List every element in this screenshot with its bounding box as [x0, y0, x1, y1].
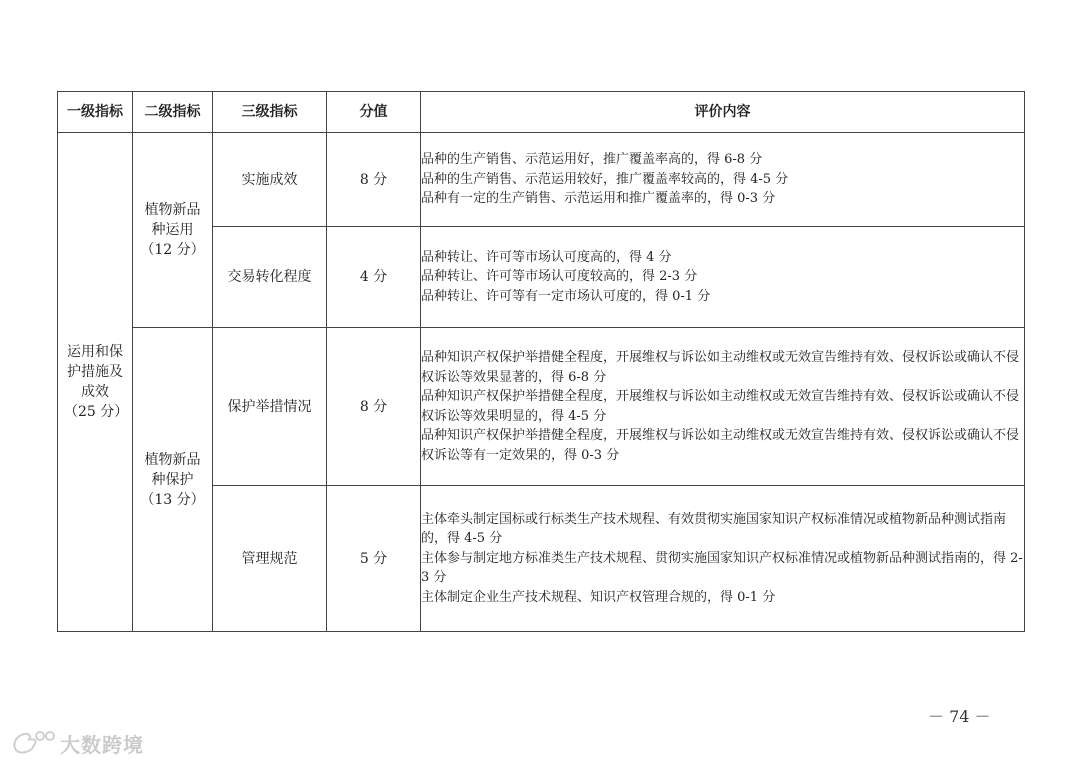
criteria-line: 品种知识产权保护举措健全程度，开展维权与诉讼如主动维权或无效宣告维持有效、侵权诉讼或确认不侵权诉讼等有一定效果的，得 0-3 分	[421, 428, 1020, 463]
level2-cell	[133, 328, 213, 632]
evaluation-table	[57, 91, 1025, 632]
level2-name: 植物新品种运用	[144, 202, 201, 238]
header-score: 分值	[327, 92, 421, 133]
level2-name: 植物新品种保护	[144, 451, 201, 488]
level3-cell: 实施成效	[213, 133, 327, 227]
level3-cell: 管理规范	[213, 486, 327, 632]
score-cell: 8 分	[327, 328, 421, 486]
criteria-cell	[421, 227, 1025, 328]
table-header-row	[58, 92, 1025, 133]
level3-cell: 保护举措情况	[213, 328, 327, 486]
level2-score: （12 分）	[140, 242, 205, 258]
header-level2: 二级指标	[133, 92, 213, 133]
criteria-line: 品种转让、许可等市场认可度高的，得 4 分	[421, 249, 672, 265]
table-row	[58, 328, 1025, 486]
header-criteria: 评价内容	[421, 92, 1025, 133]
criteria-line: 品种的生产销售、示范运用较好，推广覆盖率较高的，得 4-5 分	[421, 171, 789, 187]
score-cell: 4 分	[327, 227, 421, 328]
score-cell: 8 分	[327, 133, 421, 227]
header-level3: 三级指标	[213, 92, 327, 133]
criteria-line: 品种知识产权保护举措健全程度，开展维权与诉讼如主动维权或无效宣告维持有效、侵权诉讼或确认不侵权诉讼等效果显著的，得 6-8 分	[421, 350, 1020, 385]
criteria-line: 品种知识产权保护举措健全程度，开展维权与诉讼如主动维权或无效宣告维持有效、侵权诉讼或确认不侵权诉讼等效果明显的，得 4-5 分	[421, 389, 1020, 424]
watermark-text: 大数跨境	[60, 732, 144, 757]
criteria-line: 主体牵头制定国标或行标类生产技术规程、有效贯彻实施国家知识产权标准情况或植物新品种测试指南的，得 4-5 分	[421, 511, 1007, 547]
criteria-line: 品种的生产销售、示范运用好，推广覆盖率高的，得 6-8 分	[421, 152, 763, 168]
criteria-line: 品种有一定的生产销售、示范运用和推广覆盖率的，得 0-3 分	[421, 191, 776, 207]
level3-cell: 交易转化程度	[213, 227, 327, 328]
page-number: － 74 －	[928, 707, 991, 726]
criteria-line: 品种转让、许可等有一定市场认可度的，得 0-1 分	[421, 288, 711, 304]
level2-score: （13 分）	[140, 491, 205, 508]
weibo-logo-icon	[10, 728, 56, 758]
header-level1: 一级指标	[58, 92, 133, 133]
criteria-cell	[421, 328, 1025, 486]
watermark	[10, 728, 144, 758]
level1-score: （25 分）	[64, 404, 129, 420]
table-row	[58, 133, 1025, 227]
criteria-line: 主体制定企业生产技术规程、知识产权管理合规的，得 0-1 分	[421, 589, 776, 605]
criteria-cell	[421, 486, 1025, 632]
criteria-cell	[421, 133, 1025, 227]
criteria-line: 品种转让、许可等市场认可度较高的，得 2-3 分	[421, 269, 698, 285]
level2-cell	[133, 133, 213, 328]
level1-cell	[58, 133, 133, 632]
score-cell: 5 分	[327, 486, 421, 632]
criteria-line: 主体参与制定地方标准类生产技术规程、贯彻实施国家知识产权标准情况或植物新品种测试指南的，得 2-3 分	[421, 550, 1023, 586]
level1-name: 运用和保护措施及成效	[67, 344, 123, 400]
